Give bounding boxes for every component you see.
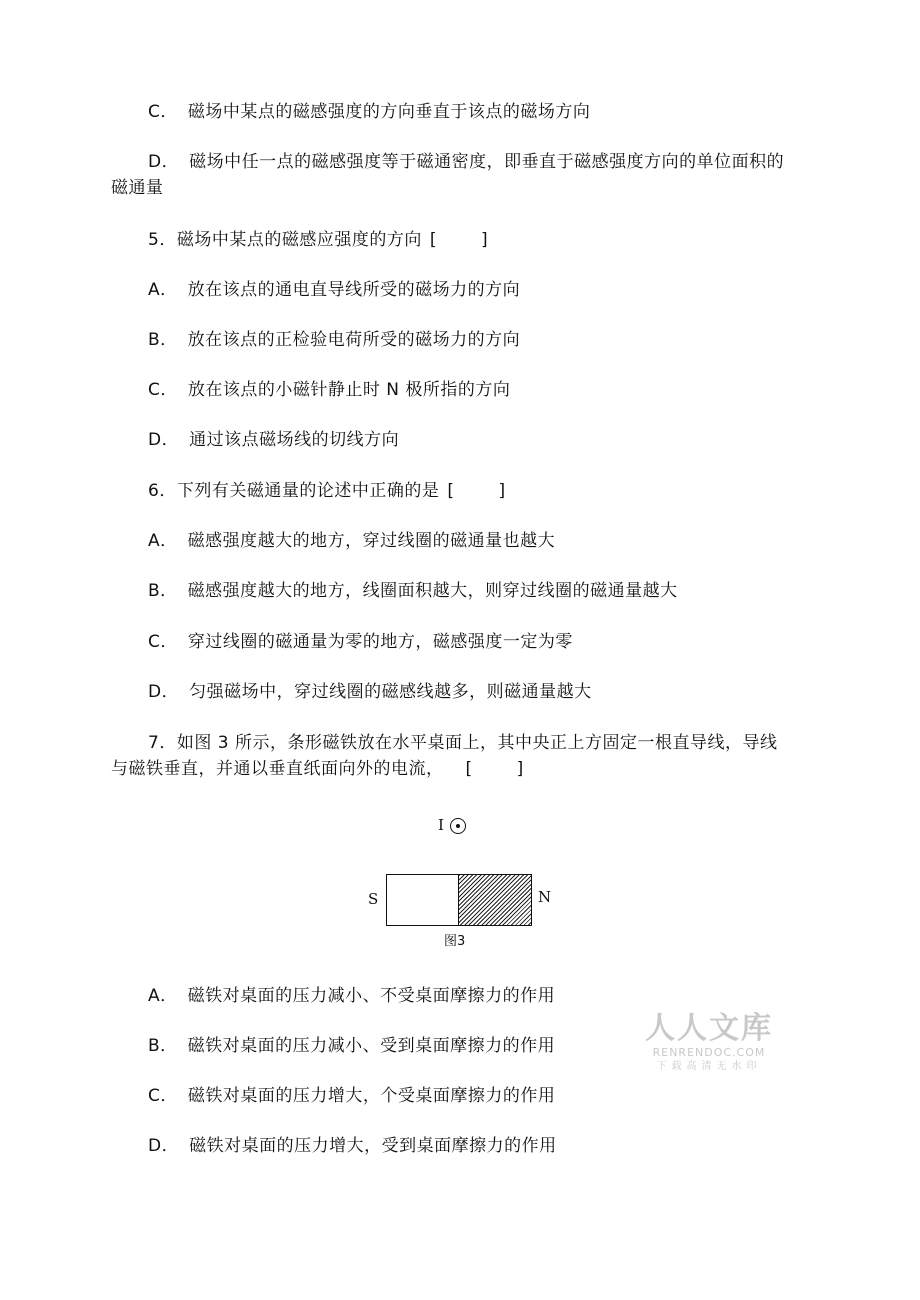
watermark-main: 人人文库 [645,1011,773,1046]
option-text: 磁感强度越大的地方，线圈面积越大，则穿过线圈的磁通量越大 [187,581,678,601]
option-text: 磁铁对桌面的压力增大，受到桌面摩擦力的作用 [189,1136,557,1156]
q4-option-d [148,150,784,174]
q6-option-d [148,680,592,704]
option-label: D． [148,682,180,702]
q5-option-a [148,278,520,302]
option-text: 磁铁对桌面的压力减小、受到桌面摩擦力的作用 [187,1036,556,1056]
option-text: 通过该点磁场线的切线方向 [189,430,400,450]
question-stem-cont: 与磁铁垂直，并通以垂直纸面向外的电流， [111,759,444,779]
question-number: 7． [148,733,177,753]
figure-3 [360,810,560,950]
option-label: B． [148,1036,178,1056]
magnet-south-pole [386,874,459,926]
q6-stem [148,479,506,503]
option-text: 磁感强度越大的地方，穿过线圈的磁通量也越大 [187,531,556,551]
q7-option-a [148,984,555,1008]
answer-bracket-open: [ [465,759,473,779]
option-label: C． [148,102,178,122]
watermark-logo [644,1012,774,1074]
option-label: A． [148,986,178,1006]
current-out-of-page-icon [450,818,466,834]
q5-option-c [148,378,510,402]
option-text: 磁场中任一点的磁感强度等于磁通密度，即垂直于磁感强度方向的单位面积的 [189,152,785,172]
q6-option-a [148,529,555,553]
magnet-s-label: S [368,890,379,908]
q7-option-d [148,1134,557,1158]
watermark-url: RENRENDOC.COM [652,1046,766,1059]
option-label: C． [148,1086,178,1106]
option-label: A． [148,280,178,300]
figure-caption: 图3 [444,934,466,949]
option-label: B． [148,330,178,350]
answer-bracket-open: [ [447,481,455,501]
option-label: C． [148,632,178,652]
q7-stem-continued [111,757,524,781]
q5-stem [148,228,488,252]
answer-bracket-close: ] [516,759,524,779]
answer-bracket-open: [ [429,230,437,250]
q6-option-c [148,630,573,654]
question-number: 5． [148,230,177,250]
option-text: 磁铁对桌面的压力减小、不受桌面摩擦力的作用 [187,986,556,1006]
current-label: I [438,816,444,834]
magnet-n-label: N [538,888,552,906]
q4-option-d-continued [111,176,164,200]
q7-option-c [148,1084,555,1108]
question-stem: 如图 3 所示，条形磁铁放在水平桌面上，其中央正上方固定一根直导线，导线 [176,733,778,753]
option-text-cont: 磁通量 [111,178,164,198]
q4-option-c [148,100,590,124]
option-text: 磁场中某点的磁感强度的方向垂直于该点的磁场方向 [187,102,591,122]
answer-bracket-close: ] [480,230,489,250]
option-text: 放在该点的小磁针静止时 N 极所指的方向 [187,380,511,400]
option-text: 穿过线圈的磁通量为零的地方，磁感强度一定为零 [187,632,573,652]
magnet-north-pole [458,874,532,926]
option-label: C． [148,380,178,400]
option-text: 匀强磁场中，穿过线圈的磁感线越多，则磁通量越大 [189,682,592,702]
option-label: D． [148,430,180,450]
option-label: D． [148,152,180,172]
q6-option-b [148,579,678,603]
q7-option-b [148,1034,555,1058]
watermark-sub: 下载高清无水印 [656,1061,762,1072]
option-label: D． [148,1136,180,1156]
answer-bracket-close: ] [498,481,506,501]
q5-option-b [148,328,520,352]
option-text: 放在该点的通电直导线所受的磁场力的方向 [187,280,521,300]
question-number: 6． [148,481,177,501]
option-text: 磁铁对桌面的压力增大，个受桌面摩擦力的作用 [187,1086,556,1106]
option-text: 放在该点的正检验电荷所受的磁场力的方向 [187,330,521,350]
question-stem: 磁场中某点的磁感应强度的方向 [176,230,422,250]
option-label: A． [148,531,178,551]
q7-stem [148,731,777,755]
q5-option-d [148,428,399,452]
question-stem: 下列有关磁通量的论述中正确的是 [176,481,440,501]
option-label: B． [148,581,178,601]
